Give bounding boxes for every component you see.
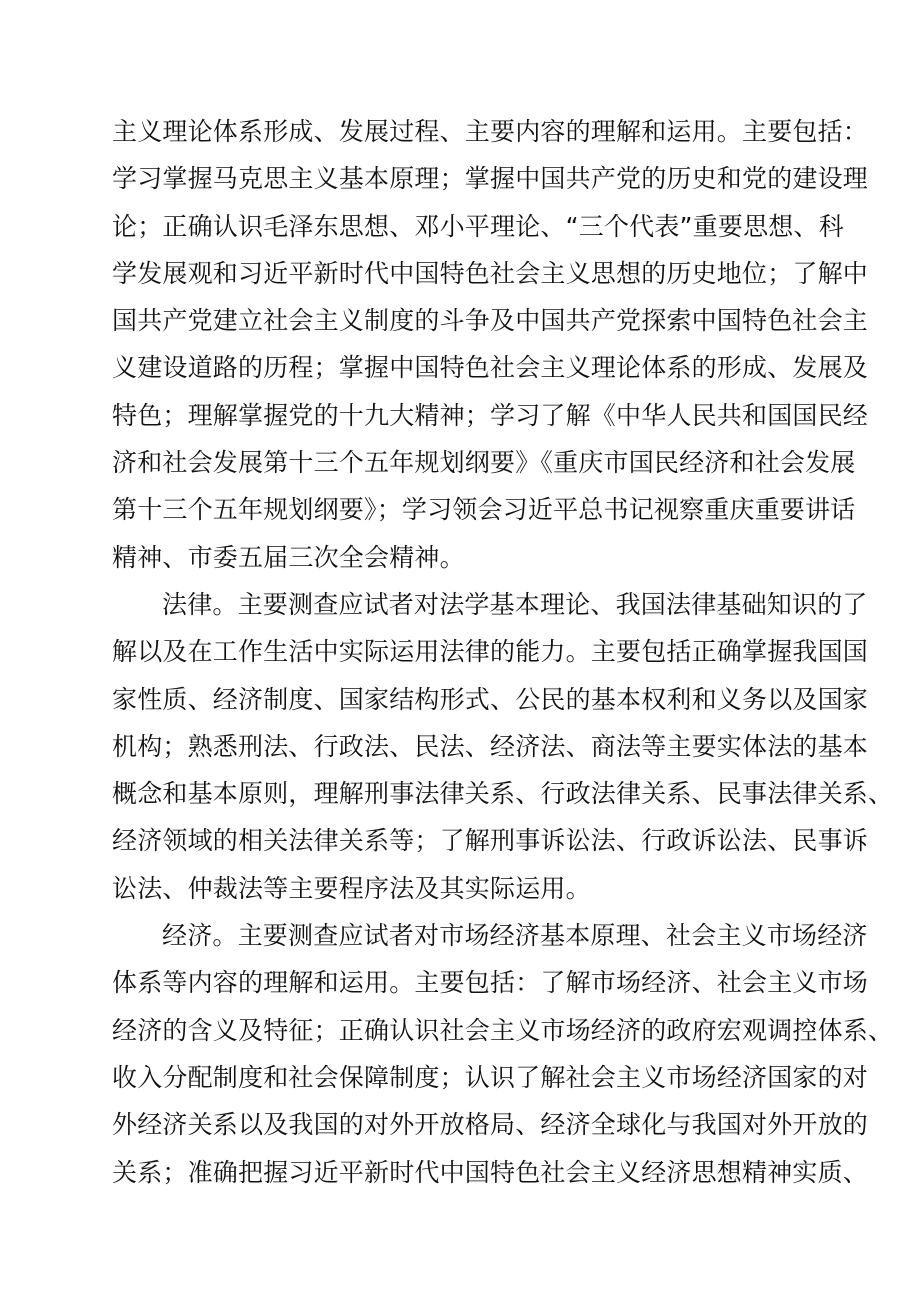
text-line: 讼法、仲裁法等主要程序法及其实际运用。 xyxy=(112,873,591,903)
text-line: 体系等内容的理解和运用。主要包括：了解市场经济、社会主义市场 xyxy=(112,968,869,998)
text-line: 外经济关系以及我国的对外开放格局、经济全球化与我国对外开放的 xyxy=(112,1110,869,1140)
text-line: 经济领域的相关法律关系等；了解刑事诉讼法、行政诉讼法、民事诉 xyxy=(112,826,869,856)
text-line: 家性质、经济制度、国家结构形式、公民的基本权利和义务以及国家 xyxy=(112,684,869,714)
text-line: 概念和基本原则，理解刑事法律关系、行政法律关系、民事法律关系、 xyxy=(112,779,894,809)
text-line: 济和社会发展第十三个五年规划纲要》《重庆市国民经济和社会发展 xyxy=(112,448,856,478)
text-line: 收入分配制度和社会保障制度；认识了解社会主义市场经济国家的对 xyxy=(112,1062,869,1092)
text-line: 机构；熟悉刑法、行政法、民法、经济法、商法等主要实体法的基本 xyxy=(112,731,869,761)
text-line: 义建设道路的历程；掌握中国特色社会主义理论体系的形成、发展及 xyxy=(112,353,869,383)
paragraph-first-line: 法律。主要测查应试者对法学基本理论、我国法律基础知识的了 xyxy=(162,589,868,619)
paragraph-first-line: 经济。主要测查应试者对市场经济基本原理、社会主义市场经济 xyxy=(162,921,868,951)
text-line: 经济的含义及特征；正确认识社会主义市场经济的政府宏观调控体系、 xyxy=(112,1015,894,1045)
text-line: 学发展观和习近平新时代中国特色社会主义思想的历史地位；了解中 xyxy=(112,258,869,288)
text-line: 论；正确认识毛泽东思想、邓小平理论、“三个代表”重要思想、科 xyxy=(112,211,844,241)
text-line: 关系；准确把握习近平新时代中国特色社会主义经济思想精神实质、 xyxy=(112,1157,869,1187)
text-line: 解以及在工作生活中实际运用法律的能力。主要包括正确掌握我国国 xyxy=(112,637,869,667)
text-line: 国共产党建立社会主义制度的斗争及中国共产党探索中国特色社会主 xyxy=(112,306,869,336)
text-line: 特色；理解掌握党的十九大精神；学习了解《中华人民共和国国民经 xyxy=(112,400,869,430)
text-line: 精神、市委五届三次全会精神。 xyxy=(112,542,465,572)
body-text xyxy=(112,108,894,1196)
text-line: 第十三个五年规划纲要》；学习领会习近平总书记视察重庆重要讲话 xyxy=(112,495,856,525)
text-line: 学习掌握马克思主义基本原理；掌握中国共产党的历史和党的建设理 xyxy=(112,164,869,194)
text-line: 主义理论体系形成、发展过程、主要内容的理解和运用。主要包括： xyxy=(112,117,869,146)
